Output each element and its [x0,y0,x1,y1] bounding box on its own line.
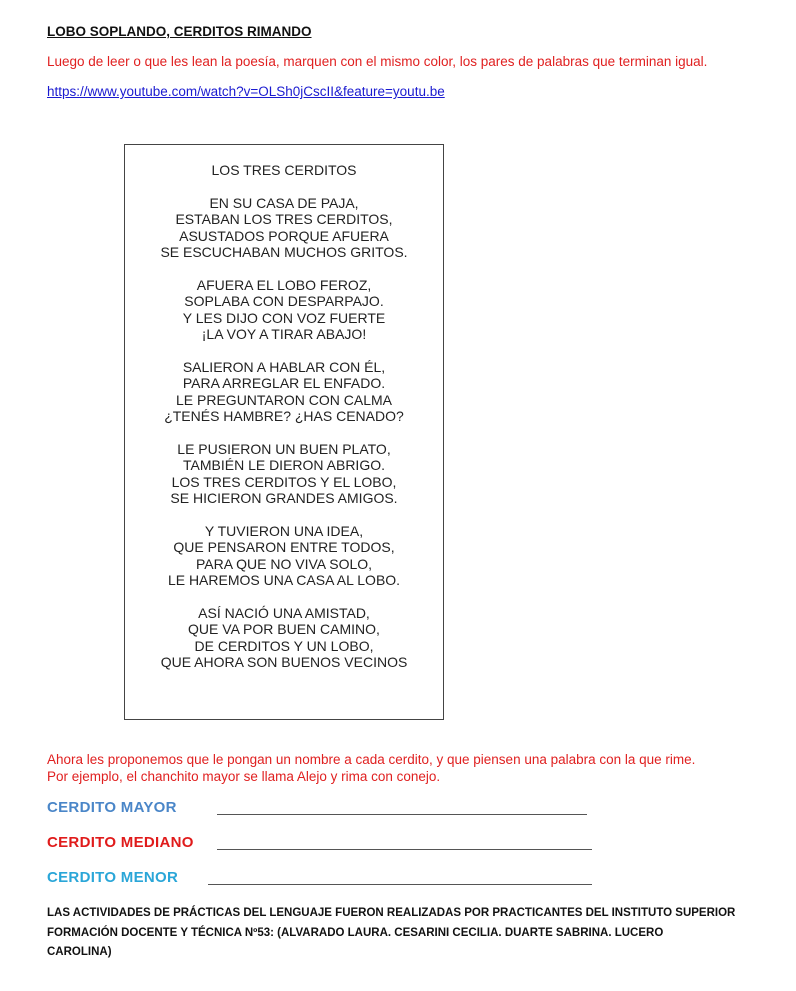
poem-title: LOS TRES CERDITOS [211,162,357,178]
poem-line: EN SU CASA DE PAJA, [209,195,359,211]
poem-line: AFUERA EL LOBO FEROZ, [196,277,372,293]
poem-line: SE HICIERON GRANDES AMIGOS. [170,490,398,507]
poem-stanza [125,195,443,261]
poem-line: SE ESCUCHABAN MUCHOS GRITOS. [160,244,408,261]
poem-line: LE HAREMOS UNA CASA AL LOBO. [167,572,401,589]
poem-line: ESTABAN LOS TRES CERDITOS, [175,211,393,228]
piglet-menor-answer-line[interactable] [208,884,592,885]
piglet-mediano-answer-line[interactable] [217,849,592,850]
poem-line: SALIERON A HABLAR CON ÉL, [182,359,386,375]
poem-line: TAMBIÉN LE DIERON ABRIGO. [182,457,385,474]
credits-text [47,904,757,963]
proposal-line: Por ejemplo, el chanchito mayor se llama Alejo y rima con conejo. [47,769,441,784]
poem-line: Y TUVIERON UNA IDEA, [204,523,364,539]
poem-line: PARA QUE NO VIVA SOLO, [195,555,373,572]
poem-stanza [125,523,443,589]
poem-line: ¿TENÉS HAMBRE? ¿HAS CENADO? [164,408,404,425]
poem-line: QUE PENSARON ENTRE TODOS, [173,539,395,556]
poem-stanza [125,441,443,507]
proposal-text [47,751,695,785]
youtube-link[interactable]: https://www.youtube.com/watch?v=OLSh0jCscII&feature=youtu.be [47,84,445,99]
poem-line: QUE AHORA SON BUENOS VECINOS [160,654,408,671]
poem-line: ASUSTADOS PORQUE AFUERA [179,227,389,244]
poem-line: QUE VA POR BUEN CAMINO, [188,621,380,638]
poem-line: ¡LA VOY A TIRAR ABAJO! [201,326,367,343]
instruction-text: Luego de leer o que les lean la poesía, marquen con el mismo color, los pares de palabras que terminan igual. [47,54,708,69]
poem-line: Y LES DIJO CON VOZ FUERTE [182,309,386,326]
poem-line: LE PUSIERON UN BUEN PLATO, [177,441,391,457]
poem-stanza [125,605,443,671]
poem-line: DE CERDITOS Y UN LOBO, [194,637,374,654]
piglet-menor-label: CERDITO MENOR [47,869,179,886]
piglet-mayor-label: CERDITO MAYOR [47,799,177,816]
poem-line: LE PREGUNTARON CON CALMA [176,391,392,408]
poem-line: LOS TRES CERDITOS Y EL LOBO, [171,473,397,490]
piglet-mayor-answer-line[interactable] [217,814,587,815]
proposal-line: Ahora les proponemos que le pongan un nombre a cada cerdito, y que piensen una palabra con la que rime. [47,752,696,767]
poem-box [124,144,444,720]
credits-line: LAS ACTIVIDADES DE PRÁCTICAS DEL LENGUAJE FUERON REALIZADAS POR PRACTICANTES DEL INSTITUTO SUPERIOR [47,907,736,919]
page-title: LOBO SOPLANDO, CERDITOS RIMANDO [47,24,312,39]
credits-line: CAROLINA) [47,946,112,958]
poem-stanza [125,359,443,425]
poem-line: ASÍ NACIÓ UNA AMISTAD, [198,605,370,621]
piglet-mediano-label: CERDITO MEDIANO [47,834,194,851]
credits-line: FORMACIÓN DOCENTE Y TÉCNICA Nº53: (ALVARADO LAURA. CESARINI CECILIA. DUARTE SABRINA. LUCERO [47,926,664,939]
poem-line: SOPLABA CON DESPARPAJO. [184,293,384,310]
poem-stanza [125,277,443,343]
poem-line: PARA ARREGLAR EL ENFADO. [182,375,386,392]
